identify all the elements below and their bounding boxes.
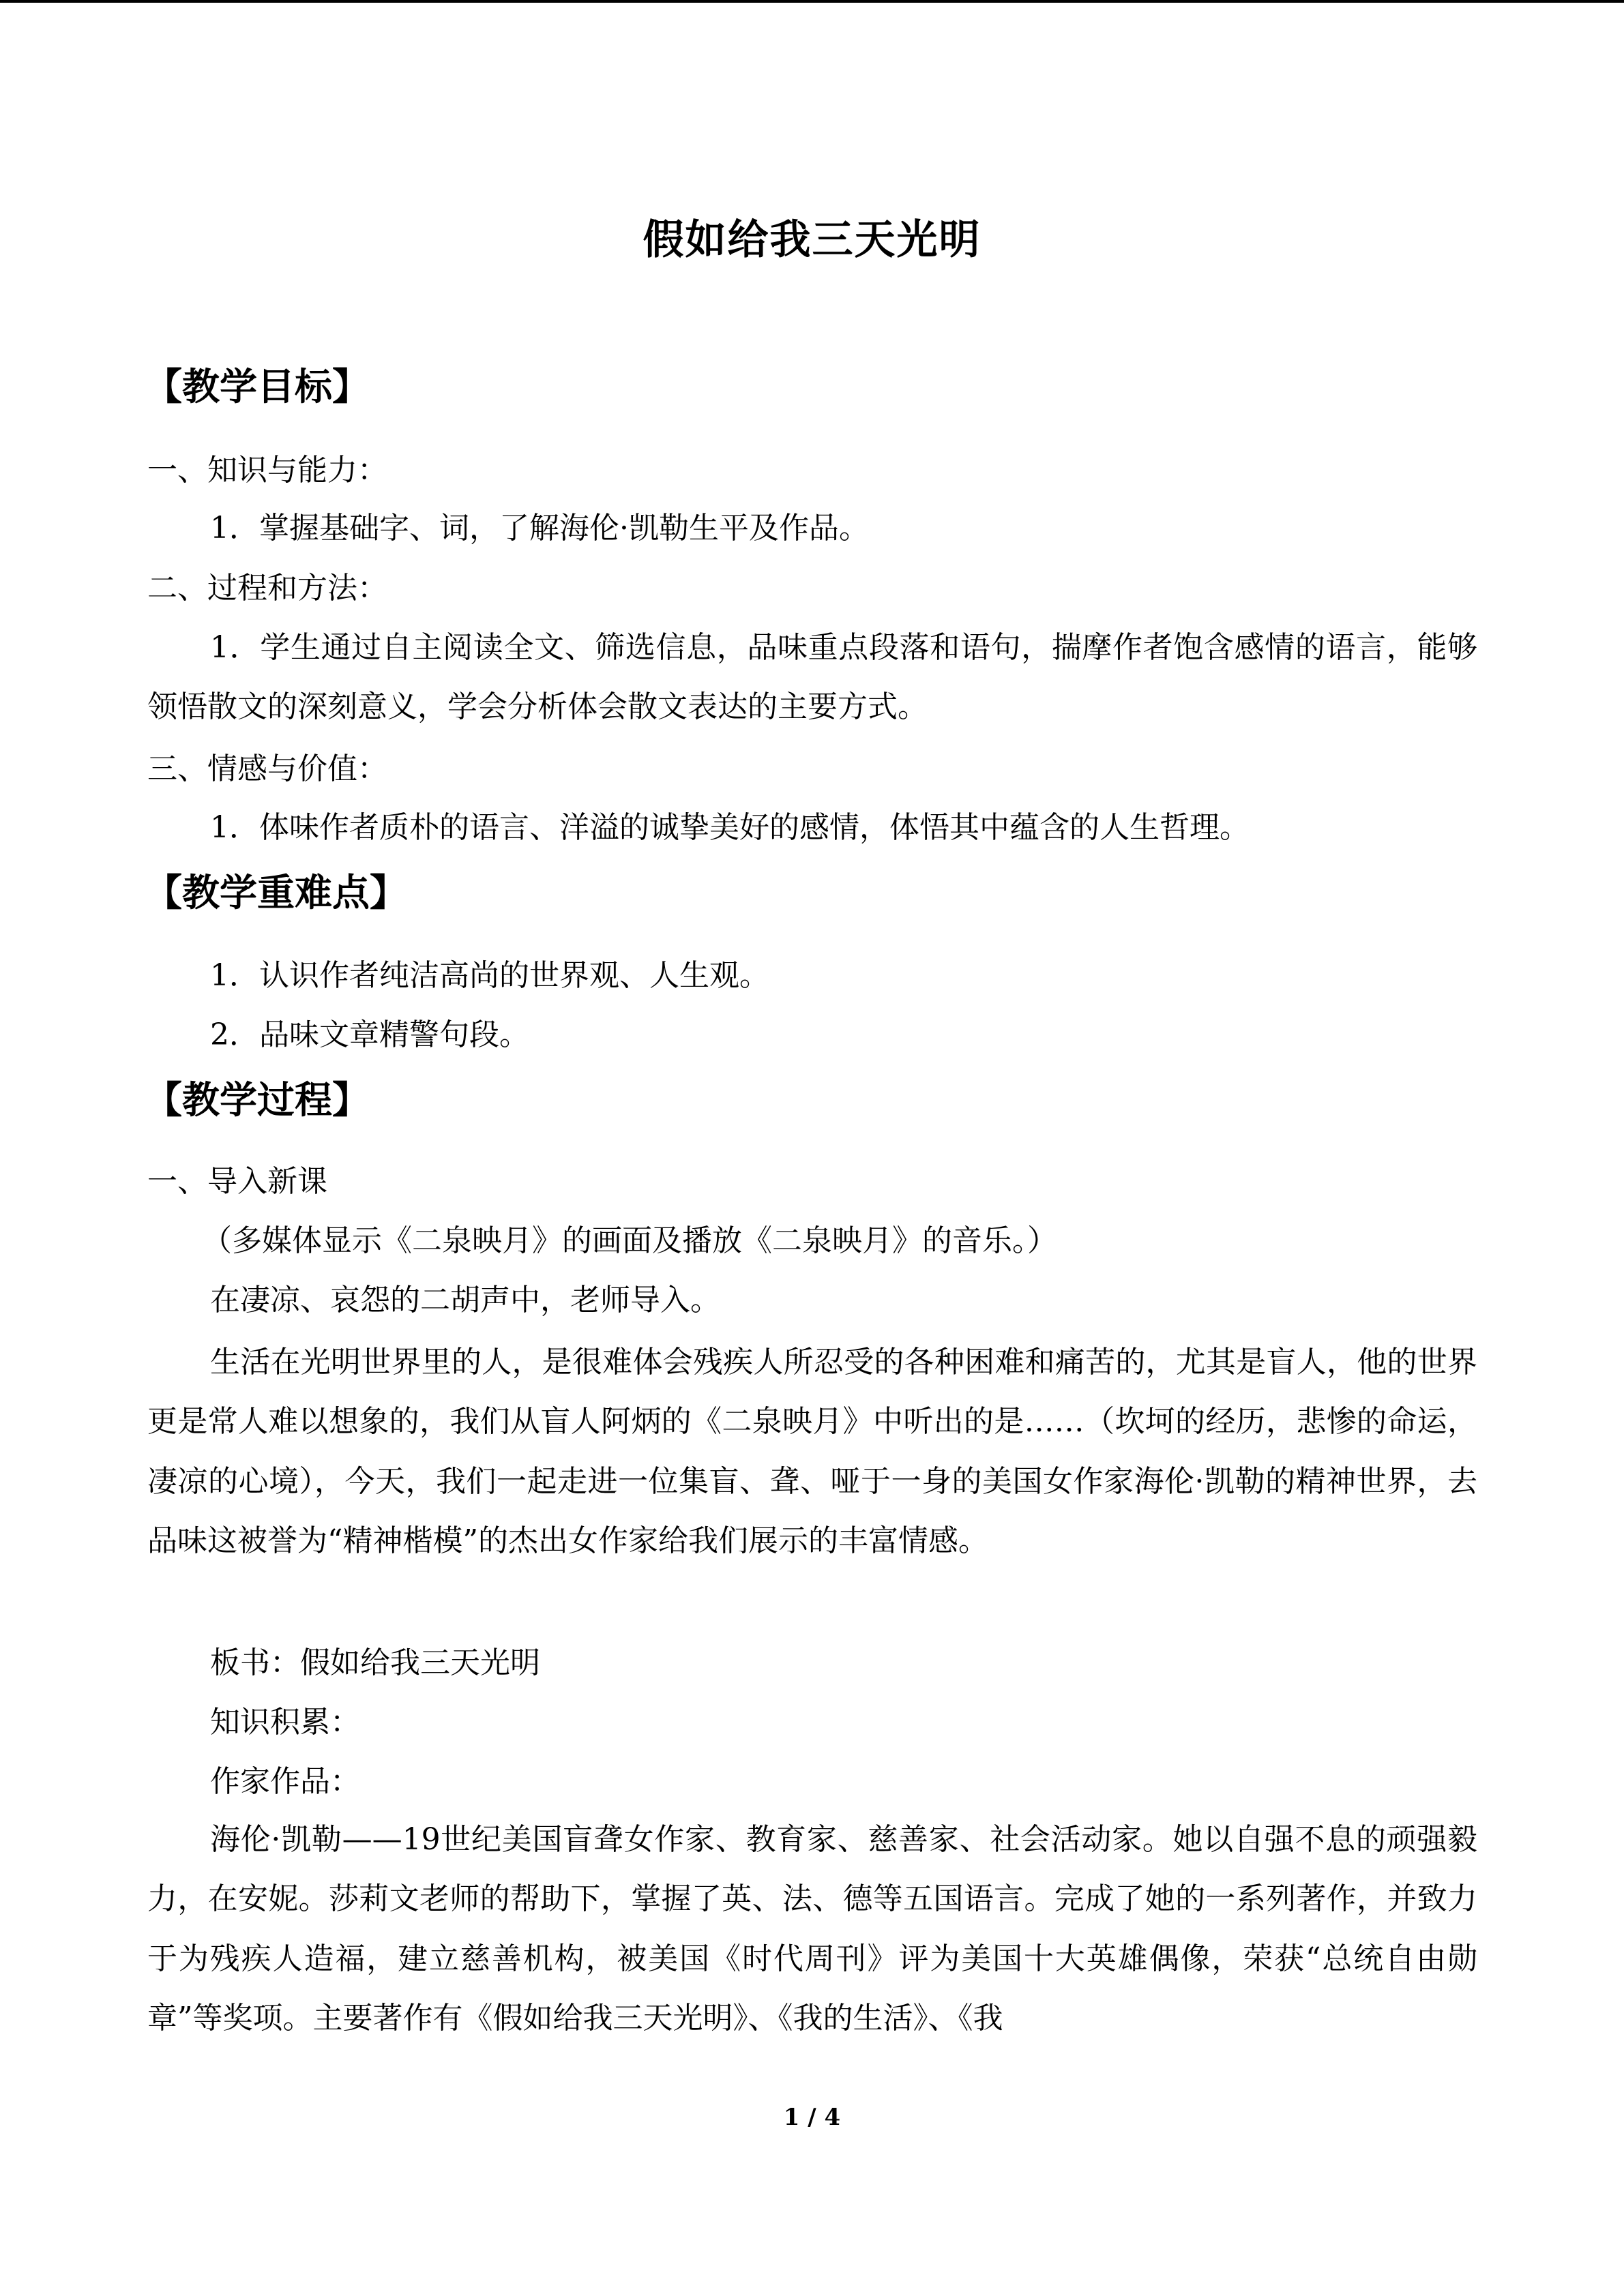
page-number: 1 / 4 <box>783 2104 841 2131</box>
multimedia-note: （多媒体显示《二泉映月》的画面及播放《二泉映月》的音乐。） <box>202 1223 1057 1258</box>
section-heading-process: 【教学过程】 <box>145 1077 370 1122</box>
document-title: 假如给我三天光明 <box>643 216 981 264</box>
section-heading-objectives: 【教学目标】 <box>145 364 370 408</box>
key-point-item-2: 2．品味文章精警句段。 <box>210 1017 529 1052</box>
emotion-item-1: 1．体味作者质朴的语言、洋溢的诚挚美好的感情，体悟其中蕴含的人生哲理。 <box>210 810 1250 845</box>
process-item-1: 1．学生通过自主阅读全文、筛选信息，品味重点段落和语句，揣摩作者饱含感情的语言，能够领悟散文的深刻意义，学会分析体会散文表达的主要方式。 <box>147 630 1477 725</box>
subheading-knowledge: 一、知识与能力： <box>147 453 387 488</box>
author-works-label: 作家作品： <box>210 1764 360 1799</box>
knowledge-accumulation-label: 知识积累： <box>210 1705 360 1740</box>
subheading-intro: 一、导入新课 <box>147 1164 327 1199</box>
board-note: 板书：假如给我三天光明 <box>210 1645 540 1680</box>
author-paragraph: 海伦·凯勒——19世纪美国盲聋女作家、教育家、慈善家、社会活动家。她以自强不息的顽强毅力，在安妮。莎莉文老师的帮助下，掌握了英、法、德等五国语言。完成了她的一系列著作，并致力于为残疾人造福，建立慈善机构，被美国《时代周刊》评为美国十大英雄偶像，荣获“总统自由勋章”等奖项。主要著作有《假如给我三天光明》、《我的生活》、《我 <box>147 1822 1477 2036</box>
intro-paragraph: 生活在光明世界里的人，是很难体会残疾人所忍受的各种困难和痛苦的，尤其是盲人，他的世界更是常人难以想象的，我们从盲人阿炳的《二泉映月》中听出的是……（坎坷的经历，悲惨的命运，凄凉的心境），今天，我们一起走进一位集盲、聋、哑于一身的美国女作家海伦·凯勒的精神世界，去品味这被誉为“精神楷模”的杰出女作家给我们展示的丰富情感。 <box>147 1345 1477 1558</box>
knowledge-item-1: 1．掌握基础字、词，了解海伦·凯勒生平及作品。 <box>210 511 869 546</box>
key-point-item-1: 1．认识作者纯洁高尚的世界观、人生观。 <box>210 958 769 993</box>
section-heading-key-points: 【教学重难点】 <box>145 870 408 914</box>
subheading-emotion: 三、情感与价值： <box>147 751 387 786</box>
teacher-intro: 在凄凉、哀怨的二胡声中，老师导入。 <box>210 1283 720 1317</box>
subheading-process: 二、过程和方法： <box>147 571 387 606</box>
